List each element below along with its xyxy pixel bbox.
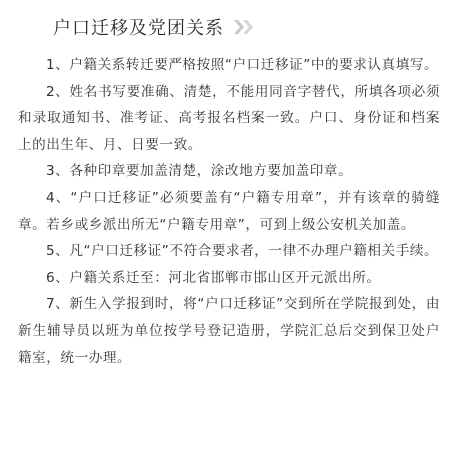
paragraph-4: 4、“户口迁移证”必须要盖有“户籍专用章”，并有该章的骑缝章。若乡或乡派出所无“户籍专用章”，可到上级公安机关加盖。 [18,189,440,233]
content-body [18,52,440,371]
section-header [53,14,258,40]
paragraph-3: 3、各种印章要加盖清楚，涂改地方要加盖印章。 [46,163,353,180]
paragraph-5: 5、凡“户口迁移证”不符合要求者，一律不办理户籍相关手续。 [46,243,439,260]
paragraph-6: 6、户籍关系迁至：河北省邯郸市邯山区开元派出所。 [46,269,381,286]
section-title: 户口迁移及党团关系 [53,18,224,39]
paragraph-2: 2、姓名书写要准确、清楚，不能用同音字替代，所填各项必须和录取通知书、准考证、高考报名档案一致。户口、身份证和档案上的出生年、月、日要一致。 [18,83,440,153]
double-chevron-right-icon [232,19,258,35]
paragraph-7: 7、新生入学报到时，将“户口迁移证”交到所在学院报到处，由新生辅导员以班为单位按学号登记造册，学院汇总后交到保卫处户籍室，统一办理。 [18,296,440,366]
paragraph-1: 1、户籍关系转迁要严格按照“户口迁移证”中的要求认真填写。 [46,57,439,73]
